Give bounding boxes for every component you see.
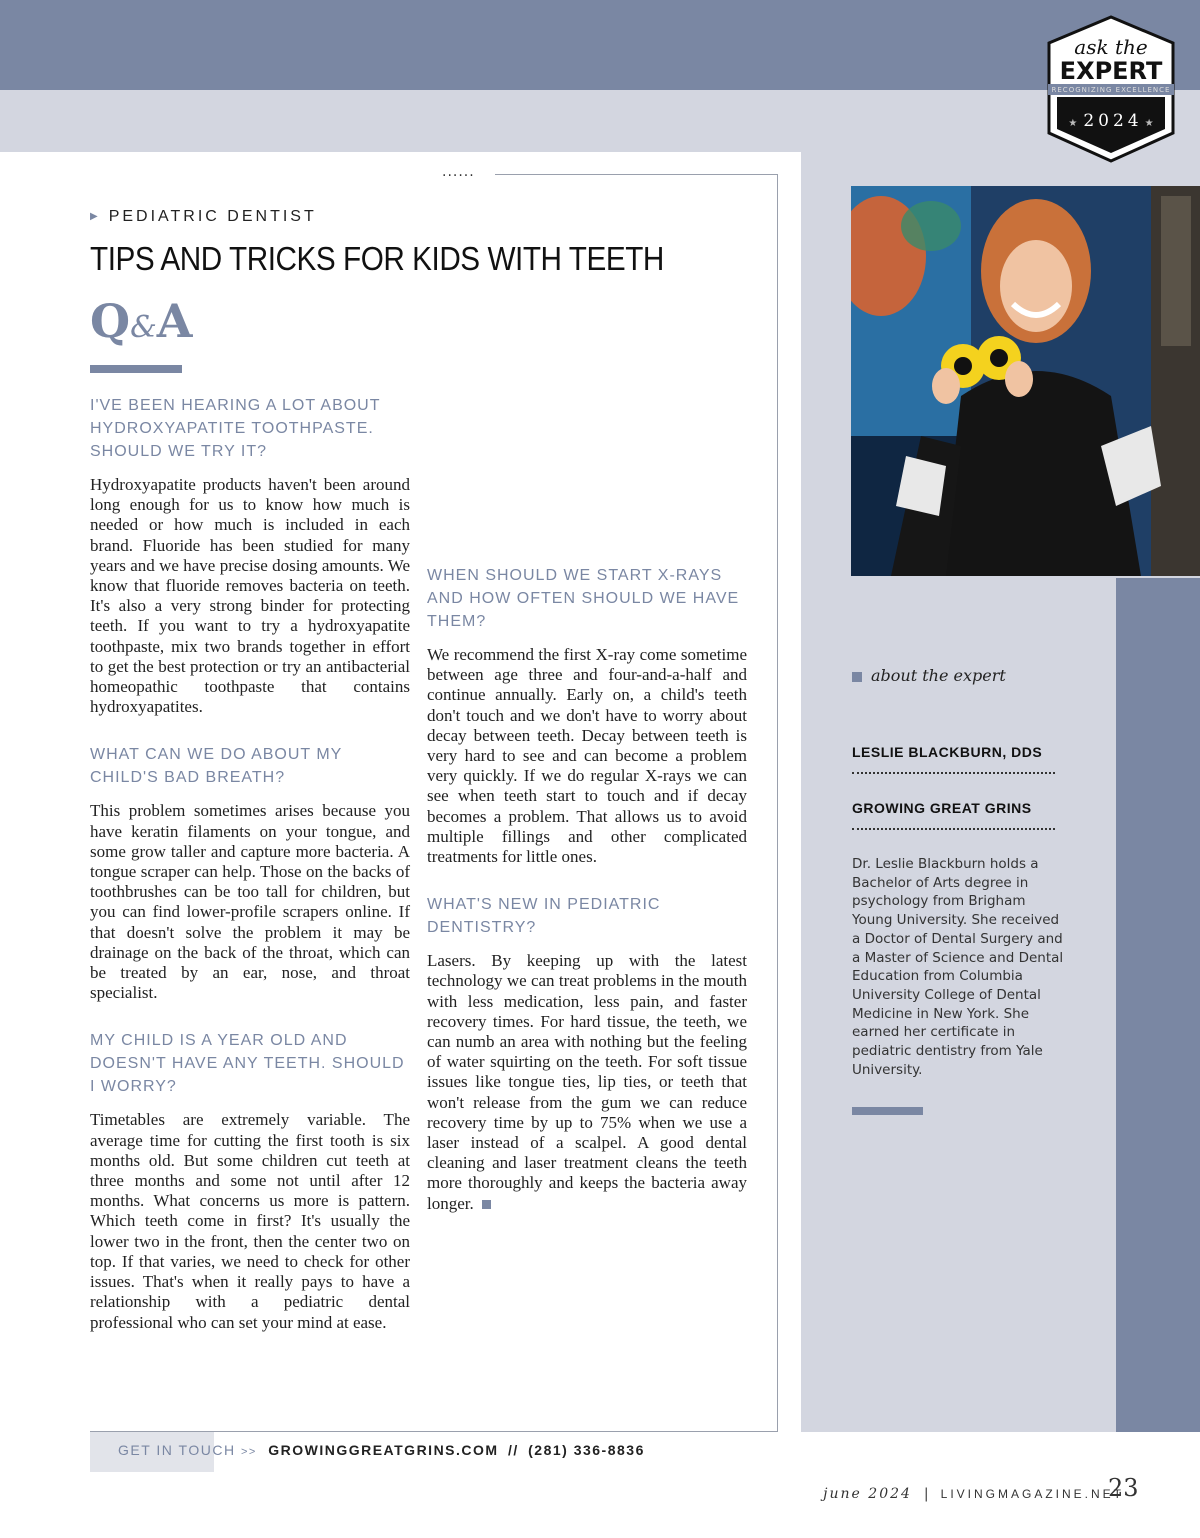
end-of-article-mark [482,1200,491,1209]
dotted-divider [852,772,1055,774]
contact-website-link[interactable]: GROWINGGREATGRINS.COM [268,1442,499,1458]
square-bullet-icon [852,672,862,682]
article-headline: TIPS AND TRICKS FOR KIDS WITH TEETH [90,240,664,277]
contact-label: GET IN TOUCH [118,1442,236,1458]
ask-the-expert-badge [1045,15,1177,163]
sidebar-accent-stripe [1116,578,1200,1432]
contact-divider: // [507,1442,519,1458]
page-footer [823,1486,1124,1502]
contact-line [118,1442,645,1458]
star-icon: ★ [1068,118,1078,129]
answer-3: Timetables are extremely variable. The average time for cutting the first tooth is six months old. But some children cut teeth at three months and some not until after 12 months. What concerns us more is pattern. Which teeth come in first? It's usually the lower two in the front, then the center two on top. If that varies, we need to check for other issues. That's when it really pays to have a relationship with a pediatric dental professional who can set your mind at ease. [90,1110,410,1332]
bio-accent-bar [852,1107,923,1115]
badge-year [1045,111,1177,131]
expert-name: LESLIE BLACKBURN, DDS [852,744,1043,760]
question-1: I'VE BEEN HEARING A LOT ABOUT HYDROXYAPATITE TOOTHPASTE. SHOULD WE TRY IT? [90,397,381,460]
answer-1: Hydroxyapatite products haven't been around long enough for us to know how much is needed or how much is included in each brand. Fluoride has been studied for many years and we have precise dosing amounts. We know that fluoride removes bacteria on teeth. It's also a very strong binder for protecting teeth. If you want to try a hydroxyapatite toothpaste, mix two brands together in effort to get the best protection or try an antibacterial homeopathic toothpaste that contains hydroxyapatites. [90,475,410,717]
header-light-band [0,90,1200,152]
contact-arrows: >> [240,1446,257,1458]
article-column-right [427,394,747,1240]
question-4: WHEN SHOULD WE START X-RAYS AND HOW OFTEN SHOULD WE HAVE THEM? [427,567,740,630]
answer-4: We recommend the first X-ray come sometime between age three and four-and-a-half and continue annually. Early on, a child's teeth don't touch and we don't have to worry about decay between teeth. Decay between teeth is very hard to see and can become a problem very quickly. If we do regular X-rays we can see when teeth start to touch and if decay becomes a problem. That allows us to avoid multiple fillings and other complicated treatments for little ones. [427,645,747,867]
triangle-right-icon: ▶ [90,211,101,223]
answer-2: This problem sometimes arises because you have keratin filaments on your tongue, and some grow taller and capture more bacteria. A tongue scraper can help. Those on the backs of toothbrushes can be too tall for children, but you can find lower-profile scrapers online. If that doesn't solve the problem it may be drainage on the back of the throat, which can be treated by an ear, nose, and throat specialist. [90,801,410,1003]
answer-5 [427,951,747,1214]
expert-bio: Dr. Leslie Blackburn holds a Bachelor of Arts degree in psychology from Brigham Young University. She received a Doctor of Dental Surgery and a Master of Science and Dental Education from Columbia University College of Dental Medicine in New York. She earned her certificate in pediatric dentistry from Yale University. [852,856,1064,1078]
dotted-divider [852,828,1055,830]
about-expert-text: about the expert [871,666,1006,685]
decorative-dots: ...... [442,164,475,180]
badge-year-text: 2024 [1083,111,1143,131]
kicker-text: PEDIATRIC DENTIST [108,208,317,225]
badge-line2: EXPERT [1059,57,1163,85]
frame-line-right [777,174,778,1432]
article-column-left [90,394,410,1359]
badge-line1: ask the [1074,35,1148,59]
issue-date: june 2024 [823,1486,912,1502]
top-color-band [0,0,1200,90]
footer-pipe: | [923,1486,929,1502]
qa-heading-q: Q [90,294,131,348]
section-kicker [90,208,317,226]
practice-name: GROWING GREAT GRINS [852,800,1032,816]
expert-portrait-photo [851,186,1200,576]
contact-phone-link[interactable]: (281) 336-8836 [528,1442,645,1458]
qa-accent-bar [90,365,182,373]
question-3: MY CHILD IS A YEAR OLD AND DOESN'T HAVE ANY TEETH. SHOULD I WORRY? [90,1032,405,1096]
badge-tagline: RECOGNIZING EXCELLENCE [1051,86,1171,94]
qa-heading [90,294,193,348]
frame-line-top [495,174,778,175]
question-5: WHAT'S NEW IN PEDIATRIC DENTISTRY? [427,896,661,937]
page-number: 23 [1108,1474,1139,1502]
question-2: WHAT CAN WE DO ABOUT MY CHILD'S BAD BREATH? [90,746,343,787]
about-expert-label [852,666,1006,685]
answer-5-text: Lasers. By keeping up with the latest technology we can treat problems in the mouth with less medication, less pain, and faster recovery times. For hard tissue, the teeth, we can numb an area with nothing but the feeling of water squirting on the teeth. For soft tissue issues like tongue ties, lip ties, or teeth that won't release from the gum we can reduce recovery time by up to 75% when we use a laser instead of a scalpel. A good dental cleaning and laser treatment cleans the teeth more thoroughly and keeps the bacteria away longer. [427,951,747,1213]
qa-heading-amp: & [130,310,157,345]
portrait-illustration [851,186,1200,576]
qa-heading-a: A [156,294,193,348]
star-icon: ★ [1144,118,1154,129]
magazine-site-link[interactable]: LIVINGMAGAZINE.NET [940,1487,1124,1501]
